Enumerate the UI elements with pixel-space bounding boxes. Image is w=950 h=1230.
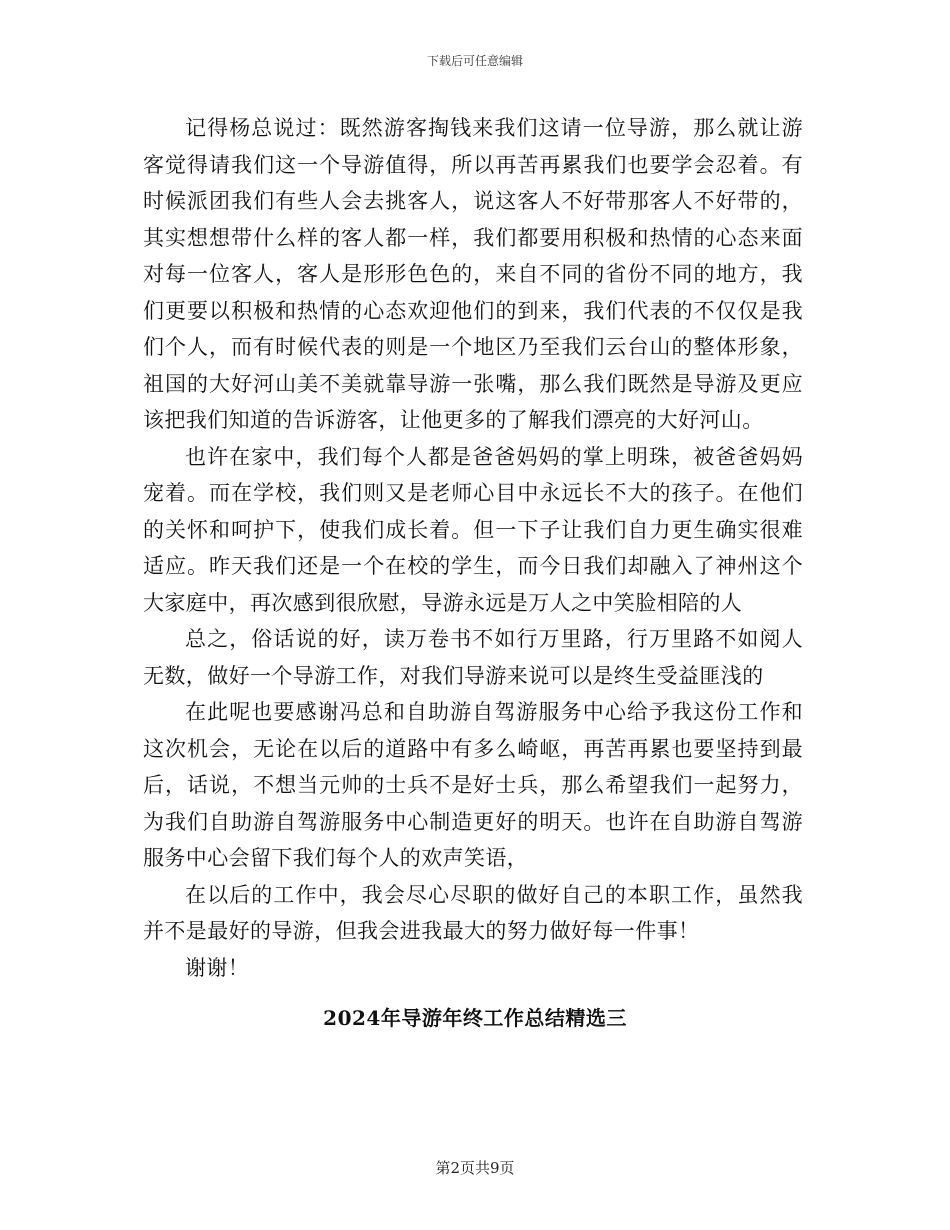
paragraph-thank-you: 谢谢！ (185, 955, 250, 980)
page-header-note: 下载后可任意编辑 (426, 54, 523, 68)
paragraph-thanks-to-center: 在此呢也要感谢冯总和自助游自驾游服务中心给予我这份工作和这次机会，无论在以后的道路中有多么崎岖，再苦再累也要坚持到最后，话说，不想当元帅的士兵不是好士兵，那么希望我们一起努力，为我们自助游自驾游服务中心制造更好的明天。也许在自助游自驾游服务中心会留下我们每个人的欢声笑语， (143, 700, 803, 870)
paragraph-growing-up: 也许在家中，我们每个人都是爸爸妈妈的掌上明珠，被爸爸妈妈宠着。而在学校，我们则又是老师心目中永远长不大的孩子。在他们的关怀和呵护下，使我们成长着。但一下子让我们自力更生确实很难适应。昨天我们还是一个在校的学生，而今日我们却融入了神州这个大家庭中，再次感到很欣慰，导游永远是万人之中笑脸相陪的人 (143, 444, 803, 615)
page-number-footer: 第2页共9页 (435, 1159, 515, 1177)
section-title: 2024年导游年终工作总结精选三 (323, 1006, 627, 1030)
paragraph-tour-guide-philosophy: 记得杨总说过：既然游客掏钱来我们这请一位导游，那么就让游客觉得请我们这一个导游值得，所以再苦再累我们也要学会忍着。有时候派团我们有些人会去挑客人，说这客人不好带那客人不好带的，其实想想带什么样的客人都一样，我们都要用积极和热情的心态来面对每一位客人，客人是形形色色的，来自不同的省份不同的地方，我们更要以积极和热情的心态欢迎他们的到来，我们代表的不仅仅是我们个人，而有时候代表的则是一个地区乃至我们云台山的整体形象，祖国的大好河山美不美就靠导游一张嘴，那么我们既然是导游及更应该把我们知道的告诉游客，让他更多的了解我们漂亮的大好河山。 (143, 116, 803, 432)
paragraph-future-work: 在以后的工作中，我会尽心尽职的做好自己的本职工作，虽然我并不是最好的导游，但我会进我最大的努力做好每一件事！ (143, 882, 803, 943)
document-body (143, 110, 803, 986)
paragraph-conclusion: 总之，俗话说的好，读万卷书不如行万里路，行万里路不如阅人无数，做好一个导游工作，对我们导游来说可以是终生受益匪浅的 (143, 627, 803, 688)
